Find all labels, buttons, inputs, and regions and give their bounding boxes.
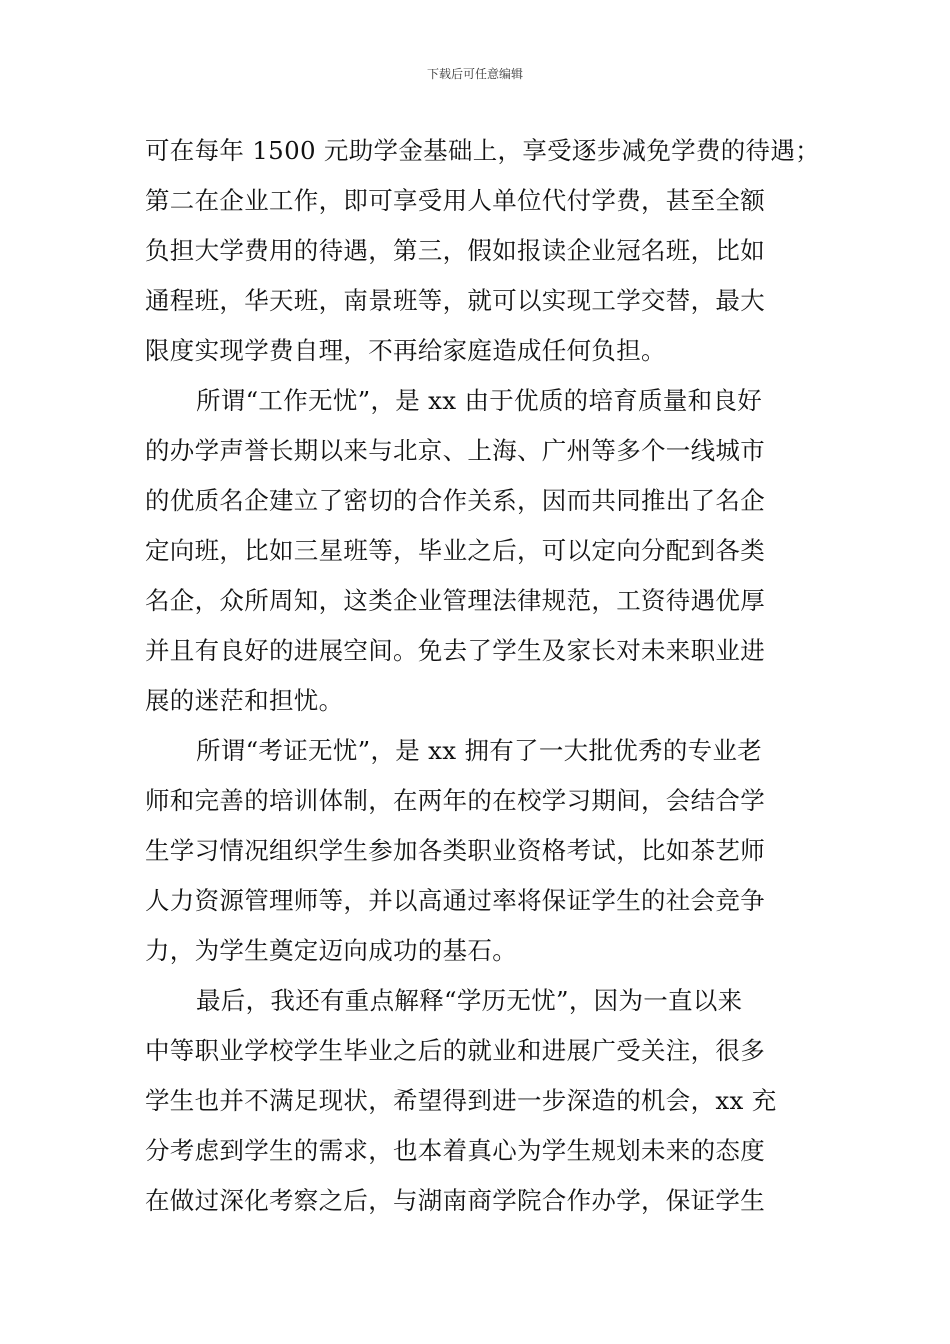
paragraph-degree	[145, 976, 815, 1226]
text-line: 学生也并不满足现状，希望得到进一步深造的机会，xx 充	[145, 1086, 777, 1115]
text-line: 力，为学生奠定迈向成功的基石。	[145, 936, 517, 965]
text-line: 展的迷茫和担忧。	[145, 686, 344, 715]
text-line: 所谓“考证无忧”，是 xx 拥有了一大批优秀的专业老	[196, 736, 763, 765]
text-line: 在做过深化考察之后，与湖南商学院合作办学，保证学生	[145, 1186, 765, 1215]
text-line: 人力资源管理师等，并以高通过率将保证学生的社会竞争	[145, 886, 765, 915]
paragraph-work	[145, 376, 815, 726]
text-line: 限度实现学费自理，不再给家庭造成任何负担。	[145, 336, 666, 365]
text-line: 中等职业学校学生毕业之后的就业和进展广受关注，很多	[145, 1036, 765, 1065]
page-header-note: 下载后可任意编辑	[426, 67, 523, 81]
text-line: 师和完善的培训体制，在两年的在校学习期间，会结合学	[145, 786, 765, 815]
text-line: 分考虑到学生的需求，也本着真心为学生规划未来的态度	[145, 1136, 765, 1165]
text-line: 可在每年 1500 元助学金基础上，享受逐步减免学费的待遇；	[145, 136, 820, 165]
text-line: 的办学声誉长期以来与北京、上海、广州等多个一线城市	[145, 436, 765, 465]
text-line: 生学习情况组织学生参加各类职业资格考试，比如茶艺师	[145, 836, 765, 865]
text-line: 所谓“工作无忧”，是 xx 由于优质的培育质量和良好	[196, 386, 763, 415]
text-line: 最后，我还有重点解释“学历无忧”，因为一直以来	[196, 986, 743, 1015]
paragraph-tuition	[145, 126, 820, 376]
text-line: 定向班，比如三星班等，毕业之后，可以定向分配到各类	[145, 536, 765, 565]
text-line: 名企，众所周知，这类企业管理法律规范，工资待遇优厚	[145, 586, 765, 615]
paragraph-certificate	[145, 726, 815, 976]
text-line: 并且有良好的进展空间。免去了学生及家长对未来职业进	[145, 636, 765, 665]
text-line: 负担大学费用的待遇，第三，假如报读企业冠名班，比如	[145, 236, 765, 265]
text-line: 的优质名企建立了密切的合作关系，因而共同推出了名企	[145, 486, 765, 515]
text-line: 通程班，华天班，南景班等，就可以实现工学交替，最大	[145, 286, 765, 315]
document-body	[145, 126, 820, 1226]
text-line: 第二在企业工作，即可享受用人单位代付学费，甚至全额	[145, 186, 765, 215]
